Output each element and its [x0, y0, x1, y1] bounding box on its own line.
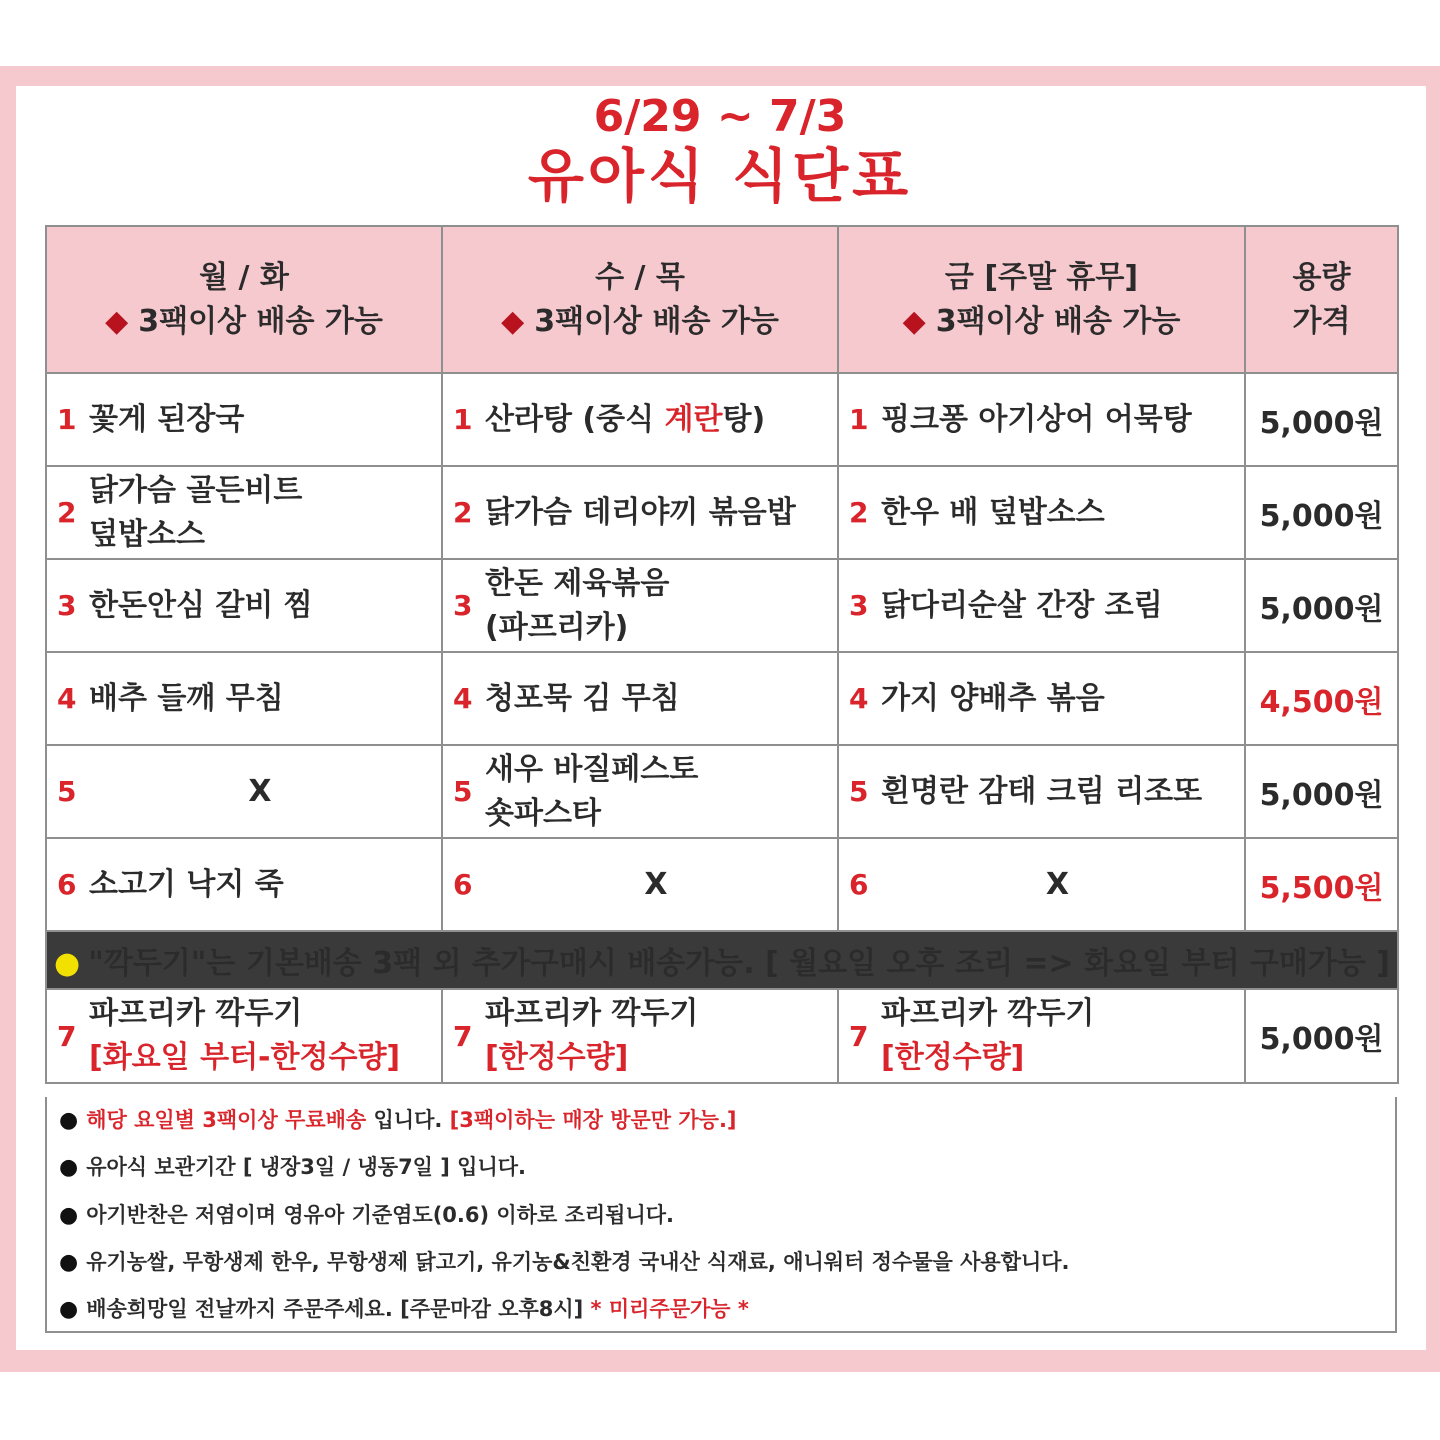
note-item: ● 유기농쌀, 무항생제 한우, 무항생제 닭고기, 유기농&친환경 국내산 식재료, 애니워터 정수물을 사용합니다.	[59, 1250, 1070, 1275]
menu-item: 파프리카 깍두기 [한정수량]	[485, 996, 699, 1075]
table-row	[46, 373, 1398, 466]
table-row	[46, 652, 1398, 745]
item-number: 1	[453, 403, 473, 436]
menu-table	[45, 225, 1399, 1084]
header-fri	[838, 226, 1245, 373]
notice-band	[46, 931, 1398, 989]
item-number: 2	[57, 496, 77, 529]
note-item: ● 유아식 보관기간 [ 냉장3일 / 냉동7일 ] 입니다.	[59, 1155, 527, 1180]
price: 5,000원	[1245, 989, 1398, 1083]
item-number: 5	[849, 775, 869, 808]
item-number: 3	[453, 589, 473, 622]
menu-item: 새우 바질페스토 숏파스타	[485, 751, 699, 831]
item-number: 5	[453, 775, 473, 808]
none-mark: X	[644, 867, 668, 902]
menu-item: 파프리카 깍두기 [한정수량]	[881, 996, 1095, 1075]
header-price	[1245, 226, 1398, 373]
item-number: 1	[849, 403, 869, 436]
page-title: 유아식 식단표	[527, 142, 913, 210]
bullet-icon: ●	[59, 1297, 79, 1322]
table-row	[46, 559, 1398, 652]
price: 5,000원	[1245, 559, 1398, 652]
menu-item: 꽃게 된장국	[89, 401, 245, 437]
menu-item: 한돈안심 갈비 찜	[89, 587, 313, 623]
item-number: 3	[849, 589, 869, 622]
note-item: ● 배송희망일 전날까지 주문주세요. [주문마감 오후8시] * 미리주문가능 *	[59, 1297, 749, 1322]
item-number: 6	[849, 868, 869, 901]
item-number: 2	[849, 496, 869, 529]
item-number: 7	[849, 1019, 869, 1053]
header-note: 3팩이상 배송 가능	[534, 303, 779, 339]
header-mon-tue	[46, 226, 442, 373]
notes-box	[45, 1097, 1397, 1333]
header-price-label: 가격	[1292, 303, 1351, 339]
menu-item: 닭가슴 골든비트 덮밥소스	[89, 472, 303, 552]
menu-item: 파프리카 깍두기 [화요일 부터-한정수량]	[89, 996, 401, 1075]
diamond-icon: ◆	[501, 303, 525, 339]
price: 4,500원	[1245, 652, 1398, 745]
header-day: 수 / 목	[595, 259, 685, 295]
menu-item: 산라탕 (중식 계란탕)	[485, 401, 766, 437]
none-mark: X	[1045, 867, 1070, 902]
bullet-icon: ●	[59, 1250, 79, 1275]
table-header-row	[46, 226, 1398, 373]
bullet-icon: ●	[59, 1108, 79, 1133]
item-number: 1	[57, 403, 77, 436]
table-row	[46, 838, 1398, 931]
date-range: 6/29 ~ 7/3	[593, 91, 847, 142]
bullet-icon: ●	[59, 1203, 79, 1228]
menu-item: 배추 들깨 무침	[89, 680, 284, 716]
item-number: 7	[57, 1019, 77, 1053]
yellow-dot-icon: ●	[54, 946, 81, 981]
item-number: 5	[57, 775, 77, 808]
none-mark: X	[248, 774, 272, 809]
menu-item: 흰명란 감태 크림 리조또	[881, 773, 1203, 809]
header-note: 3팩이상 배송 가능	[138, 303, 383, 339]
diamond-icon: ◆	[105, 303, 129, 339]
item-number: 7	[453, 1019, 473, 1053]
table-row	[46, 466, 1398, 559]
diamond-icon: ◆	[902, 303, 926, 339]
price: 5,000원	[1245, 466, 1398, 559]
item-number: 3	[57, 589, 77, 622]
menu-item: 가지 양배추 볶음	[881, 680, 1105, 716]
menu-item: 청포묵 김 무침	[485, 680, 680, 716]
item-number: 4	[453, 682, 473, 715]
menu-item: 닭다리순살 간장 조림	[881, 587, 1163, 623]
item-number: 2	[453, 496, 473, 529]
menu-item: 한우 배 덮밥소스	[881, 494, 1105, 530]
item-number: 4	[849, 682, 869, 715]
note-item: ● 아기반찬은 저염이며 영유아 기준염도(0.6) 이하로 조리됩니다.	[59, 1203, 674, 1228]
note-item: ● 해당 요일별 3팩이상 무료배송 입니다. [3팩이하는 매장 방문만 가능.]	[59, 1108, 737, 1133]
price: 5,000원	[1245, 373, 1398, 466]
notice-text: "깍두기"는 기본배송 3팩 외 추가구매시 배송가능. [ 월요일 오후 조리 => 화요일 부터 구매가능 ]	[88, 946, 1390, 981]
menu-item: 한돈 제육볶음 (파프리카)	[485, 565, 670, 645]
price: 5,500원	[1245, 838, 1398, 931]
menu-item: 닭가슴 데리야끼 볶음밥	[485, 494, 796, 530]
header-note: 3팩이상 배송 가능	[935, 303, 1181, 339]
price: 5,000원	[1245, 745, 1398, 838]
header-capacity: 용량	[1292, 259, 1351, 295]
menu-item: 소고기 낙지 죽	[89, 866, 284, 902]
item-number: 4	[57, 682, 77, 715]
table-row	[46, 989, 1398, 1083]
item-number: 6	[57, 868, 77, 901]
header-day: 월 / 화	[199, 259, 289, 295]
header-day: 금 [주말 휴무]	[944, 259, 1139, 295]
table-row	[46, 745, 1398, 838]
menu-item: 핑크퐁 아기상어 어묵탕	[881, 401, 1192, 437]
item-number: 6	[453, 868, 473, 901]
header-wed-thu	[442, 226, 838, 373]
bullet-icon: ●	[59, 1155, 79, 1180]
